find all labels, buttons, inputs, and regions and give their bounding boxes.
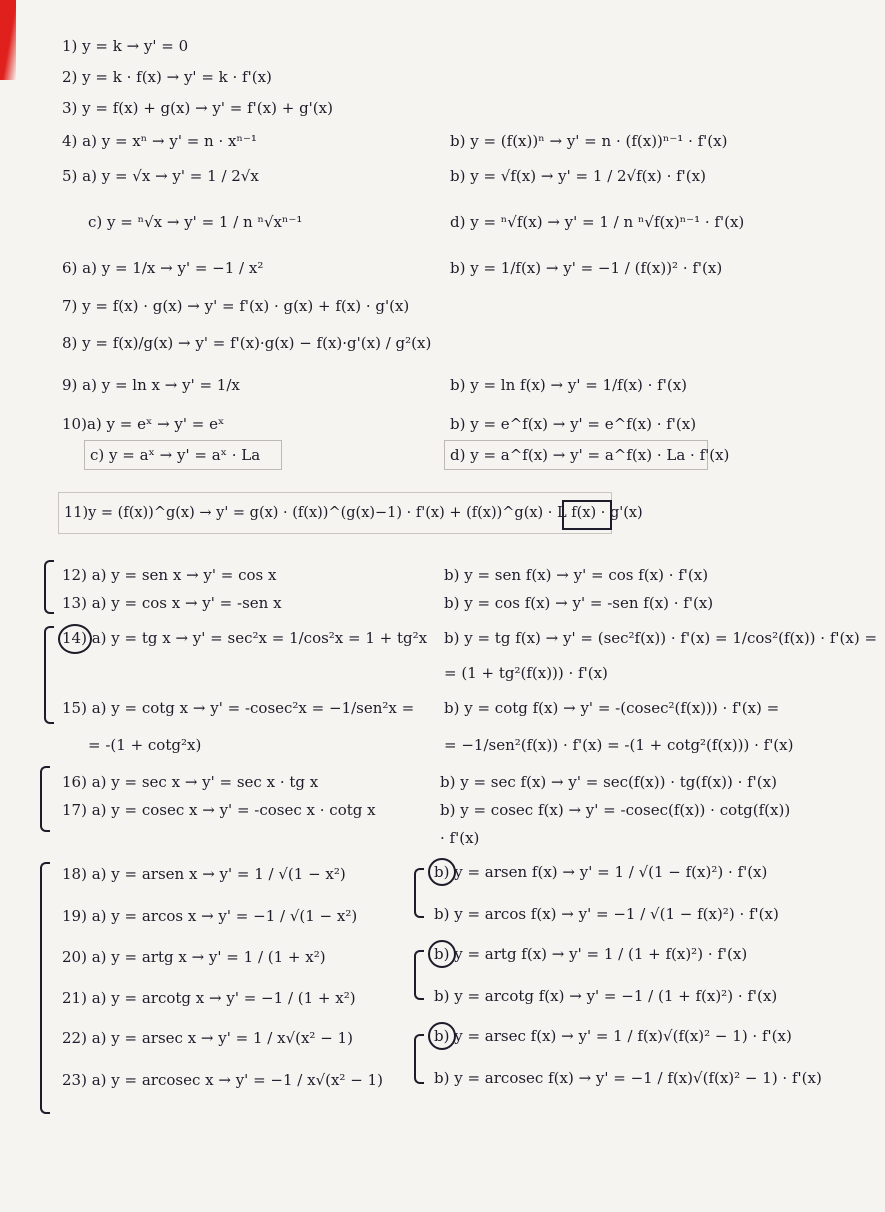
rule-6b: b) y = 1/f(x) → y' = −1 / (f(x))² · f'(x)	[450, 259, 723, 277]
rule-14b: b) y = tg f(x) → y' = (sec²f(x)) · f'(x) = 1/cos²(f(x)) · f'(x) =	[444, 629, 878, 647]
rule-8: 8) y = f(x)/g(x) → y' = f'(x)·g(x) − f(x)·g'(x) / g²(x)	[62, 334, 432, 352]
rule-14b-cont: = (1 + tg²(f(x))) · f'(x)	[444, 664, 608, 682]
rule-15b-cont: = −1/sen²(f(x)) · f'(x) = -(1 + cotg²(f(x))) · f'(x)	[444, 736, 794, 754]
rule-3: 3) y = f(x) + g(x) → y' = f'(x) + g'(x)	[62, 99, 333, 117]
brace-16-17	[40, 766, 50, 832]
rule-19b: b) y = arcos f(x) → y' = −1 / √(1 − f(x)²) · f'(x)	[434, 905, 779, 923]
rule-10c: c) y = aˣ → y' = aˣ · La	[90, 446, 261, 464]
rule-5b: b) y = √f(x) → y' = 1 / 2√f(x) · f'(x)	[450, 167, 706, 185]
brace-12-13	[44, 560, 54, 614]
rule-20a: 20) a) y = artg x → y' = 1 / (1 + x²)	[62, 948, 326, 966]
rule-10a: 10)a) y = eˣ → y' = eˣ	[62, 415, 225, 433]
rule-15a-cont: = -(1 + cotg²x)	[88, 736, 202, 754]
rule-4b: b) y = (f(x))ⁿ → y' = n · (f(x))ⁿ⁻¹ · f'(x)	[450, 132, 728, 150]
rule-19a: 19) a) y = arcos x → y' = −1 / √(1 − x²)	[62, 907, 358, 925]
rule-12b: b) y = sen f(x) → y' = cos f(x) · f'(x)	[444, 566, 709, 584]
rule-15a: 15) a) y = cotg x → y' = -cosec²x = −1/sen²x =	[62, 699, 415, 717]
rule-13b: b) y = cos f(x) → y' = -sen f(x) · f'(x)	[444, 594, 714, 612]
rule-15b: b) y = cotg f(x) → y' = -(cosec²(f(x))) · f'(x) =	[444, 699, 780, 717]
rule-16b: b) y = sec f(x) → y' = sec(f(x)) · tg(f(x)) · f'(x)	[440, 773, 777, 791]
rule-7: 7) y = f(x) · g(x) → y' = f'(x) · g(x) + f(x) · g'(x)	[62, 297, 410, 315]
rule-17b-cont: · f'(x)	[440, 829, 480, 847]
rule-20b: b) y = artg f(x) → y' = 1 / (1 + f(x)²) · f'(x)	[434, 945, 748, 963]
rule-17b: b) y = cosec f(x) → y' = -cosec(f(x)) · cotg(f(x))	[440, 801, 791, 819]
rule-18b: b) y = arsen f(x) → y' = 1 / √(1 − f(x)²) · f'(x)	[434, 863, 768, 881]
rule-4a: 4) a) y = xⁿ → y' = n · xⁿ⁻¹	[62, 132, 257, 150]
rule-22a: 22) a) y = arsec x → y' = 1 / x√(x² − 1)	[62, 1029, 353, 1047]
brace-22b-23b	[414, 1034, 424, 1084]
brace-14-15	[44, 626, 54, 724]
brace-18b-19b	[414, 868, 424, 918]
rule-11: 11)y = (f(x))^g(x) → y' = g(x) · (f(x))^(g(x)−1) · f'(x) + (f(x))^g(x) · L f(x) · g'(x)	[64, 505, 643, 521]
rule-9a: 9) a) y = ln x → y' = 1/x	[62, 376, 240, 394]
rule-13a: 13) a) y = cos x → y' = -sen x	[62, 594, 282, 612]
rule-12a: 12) a) y = sen x → y' = cos x	[62, 566, 277, 584]
brace-20b-21b	[414, 950, 424, 1000]
rule-10b: b) y = e^f(x) → y' = e^f(x) · f'(x)	[450, 415, 697, 433]
rule-17a: 17) a) y = cosec x → y' = -cosec x · cotg x	[62, 801, 376, 819]
rule-9b: b) y = ln f(x) → y' = 1/f(x) · f'(x)	[450, 376, 688, 394]
rule-22b: b) y = arsec f(x) → y' = 1 / f(x)√(f(x)² − 1) · f'(x)	[434, 1027, 792, 1045]
rule-18a: 18) a) y = arsen x → y' = 1 / √(1 − x²)	[62, 865, 346, 883]
rule-5c: c) y = ⁿ√x → y' = 1 / n ⁿ√xⁿ⁻¹	[88, 213, 303, 231]
brace-18-23	[40, 862, 50, 1114]
rule-16a: 16) a) y = sec x → y' = sec x · tg x	[62, 773, 319, 791]
rule-23a: 23) a) y = arcosec x → y' = −1 / x√(x² − 1)	[62, 1071, 383, 1089]
rule-23b: b) y = arcosec f(x) → y' = −1 / f(x)√(f(x)² − 1) · f'(x)	[434, 1069, 822, 1087]
rule-5d: d) y = ⁿ√f(x) → y' = 1 / n ⁿ√f(x)ⁿ⁻¹ · f'(x)	[450, 213, 745, 231]
rule-5a: 5) a) y = √x → y' = 1 / 2√x	[62, 167, 259, 185]
rule-1: 1) y = k → y' = 0	[62, 37, 189, 55]
rule-6a: 6) a) y = 1/x → y' = −1 / x²	[62, 259, 264, 277]
rule-2: 2) y = k · f(x) → y' = k · f'(x)	[62, 68, 272, 86]
red-marker-stroke	[0, 0, 16, 80]
rule-21b: b) y = arcotg f(x) → y' = −1 / (1 + f(x)²) · f'(x)	[434, 987, 778, 1005]
rule-21a: 21) a) y = arcotg x → y' = −1 / (1 + x²)	[62, 989, 356, 1007]
rule-14a: 14) a) y = tg x → y' = sec²x = 1/cos²x = 1 + tg²x	[62, 629, 428, 647]
rule-10d: d) y = a^f(x) → y' = a^f(x) · La · f'(x)	[450, 446, 730, 464]
